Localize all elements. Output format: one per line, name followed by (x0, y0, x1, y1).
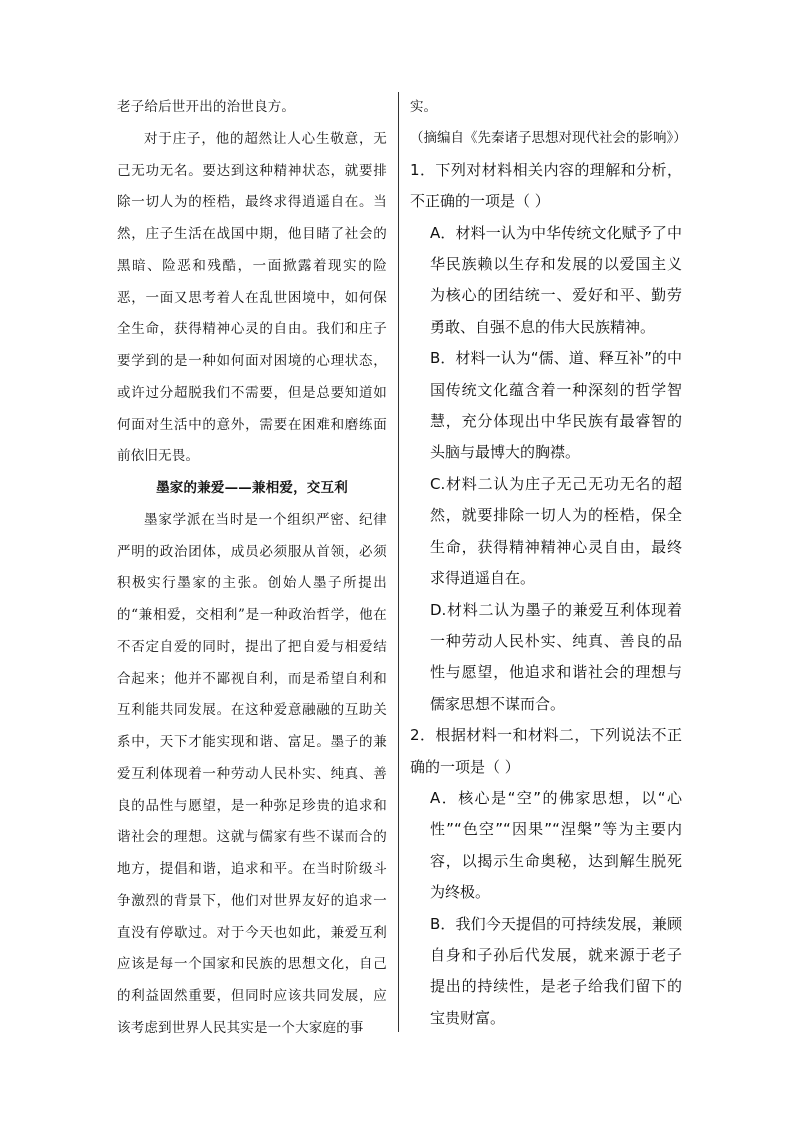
question-1-option-d: D.材料二认为墨子的兼爱互利体现着一种劳动人民朴实、纯真、善良的品性与愿望，他追求和谐社会的理想与儒家思想不谋而合。 (430, 600, 682, 713)
question-1-stem: 1．下列对材料相关内容的理解和分析，不正确的一项是（ ） (410, 160, 682, 211)
section-heading-mohist: 墨家的兼爱——兼相爱，交互利 (156, 480, 348, 496)
paragraph-zhuangzi: 对于庄子，他的超然让人心生敬意，无己无功无名。要达到这种精神状态，就要排除一切人为的桎梏，最终求得逍遥自在。当然，庄子生活在战国中期，他目睹了社会的黑暗、险恶和残酷，一面掀露着现实的险恶，一面又思考着人在乱世困境中，如何保全生命，获得精神心灵的自由。我们和庄子要学到的是一种如何面对困境的心理状态，或许过分超脱我们不需要，但是总要知道如何面对生活中的意外，需要在困难和磨练面前依旧无畏。 (117, 130, 387, 465)
question-1-option-a: A．材料一认为中华传统文化赋予了中华民族赖以生存和发展的以爱国主义为核心的团结统一、爱好和平、勤劳勇敢、自强不息的伟大民族精神。 (430, 223, 682, 336)
question-2-stem: 2．根据材料一和材料二，下列说法不正确的一项是（ ） (410, 726, 682, 776)
paragraph-laozi-end: 老子给后世开出的治世良方。 (117, 99, 296, 115)
source-citation: （摘编自《先秦诸子思想对现代社会的影响》） (410, 130, 687, 147)
paragraph-continued: 实。 (410, 99, 437, 115)
question-2-option-a: A．核心是“空”的佛家思想，以“心性”“色空”“因果”“涅槃”等为主要内容，以揭示生命奥秘，达到解生脱死为终极。 (430, 788, 682, 902)
paragraph-mohist: 墨家学派在当时是一个组织严密、纪律严明的政治团体，成员必须服从首领，必须积极实行墨家的主张。创始人墨子所提出的“兼相爱，交相利”是一种政治哲学，他在不否定自爱的同时，提出了把自爱与相爱结合起来；他并不鄙视自利，而是希望自利和互利能共同发展。在这种爱意融融的互助关系中，天下才能实现和谐、富足。墨子的兼爱互利体现着一种劳动人民朴实、纯真、善良的品性与愿望，是一种弥足珍贵的追求和谐社会的理想。这就与儒家有些不谋而合的地方，提倡和谐，追求和平。在当时阶级斗争激烈的背景下，他们对世界友好的追求一直没有停歇过。对于今天也如此，兼爱互利应该是每一个国家和民族的思想文化，自己的利益固然重要，但同时应该共同发展，应该考虑到世界人民其实是一个大家庭的事 (117, 511, 387, 1036)
question-1-option-c: C.材料二认为庄子无己无功无名的超然，就要排除一切人为的桎梏，保全生命，获得精神精神心灵自由，最终求得逍遥自在。 (430, 474, 682, 588)
question-2-option-b: B．我们今天提倡的可持续发展，兼顾自身和子孙后代发展，就来源于老子提出的持续性，是老子给我们留下的宝贵财富。 (430, 914, 682, 1027)
left-column (117, 92, 387, 1045)
column-divider (398, 92, 399, 1032)
right-column (410, 92, 687, 1034)
question-1-option-b: B．材料一认为“儒、道、释互补”的中国传统文化蕴含着一种深刻的哲学智慧，充分体现出中华民族有最睿智的头脑与最博大的胸襟。 (430, 349, 682, 462)
